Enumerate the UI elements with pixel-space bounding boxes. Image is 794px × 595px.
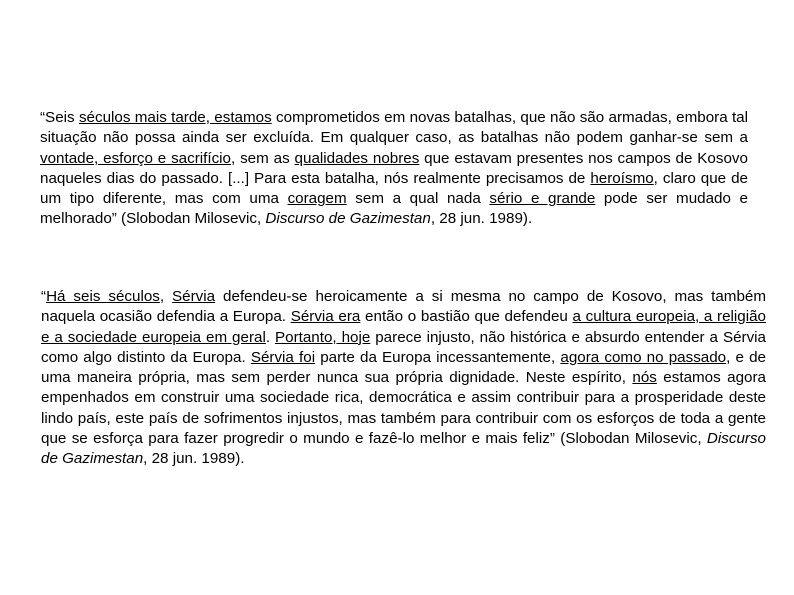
text-segment: , 28 jun. 1989). [143,450,245,468]
text-segment: , sem as [231,149,295,167]
text-segment: “ [41,288,47,305]
italic-title: Discurso de Gazimestan [41,430,766,468]
underlined-phrase: nós [632,369,657,387]
underlined-phrase: Há seis séculos [46,288,160,305]
text-segment: pode ser mudado e melhorado” (Slobodan Milosevic, [40,190,749,228]
text-segment: , [159,288,173,305]
text-segment: comprometidos em novas batalhas, que não são armadas, embora tal situação não possa ainda ser excluída. Em qualquer caso, as batalhas não podem ganhar-se sem a [40,109,748,147]
text-segment: parece injusto, não histórica e absurdo entender a Sérvia como algo distinto da Europa. [41,328,766,366]
text-segment: , claro que de um tipo diferente, mas com uma [40,169,748,208]
underlined-phrase: sério e grande [489,190,596,208]
underlined-phrase: séculos mais tarde, estamos [78,109,272,126]
text-segment: . [265,328,275,346]
text-segment: defendeu-se heroicamente a si mesma no campo de Kosovo, mas também naquela ocasião defendia a Europa. [41,288,766,326]
text-segment: sem a qual nada [346,190,490,208]
underlined-phrase: coragem [287,190,347,208]
text-segment: parte da Europa incessantemente, [315,348,561,366]
text-segment: “Seis [40,109,79,126]
underlined-phrase: qualidades nobres [294,149,420,167]
underlined-phrase: Portanto, hoje [275,328,371,346]
quote-paragraph-1 [40,108,748,230]
underlined-phrase: Sérvia era [290,308,361,326]
italic-title: Discurso de Gazimestan [265,210,431,228]
underlined-phrase: heroísmo [590,169,654,187]
underlined-phrase: Sérvia [172,288,216,305]
text-segment: então o bastião que defendeu [360,308,573,326]
underlined-phrase: Sérvia foi [250,348,316,366]
text-segment: que estavam presentes nos campos de Kosovo naqueles dias do passado. [...] Para esta batalha, nós realmente precisamos de [40,149,748,187]
underlined-phrase: agora como no passado [560,348,727,366]
text-segment: , 28 jun. 1989). [430,210,533,228]
quote-paragraph-2 [41,287,766,470]
text-segment: , e de uma maneira própria, mas sem perder nunca sua própria dignidade. Neste espírito, [41,348,767,387]
text-segment: estamos agora empenhados em construir uma sociedade rica, democrática e assim contribuir para a prosperidade deste lindo país, este país de sofrimentos injustos, mas também para contribuir com os esforços de toda a gente que se esforça para fazer progredir o mundo e fazê-lo melhor e mais feliz” (Slobodan Milosevic, [41,369,766,448]
underlined-phrase: vontade, esforço e sacrifício [40,149,232,167]
underlined-phrase: a cultura europeia, a religião e a sociedade europeia em geral [41,308,766,346]
